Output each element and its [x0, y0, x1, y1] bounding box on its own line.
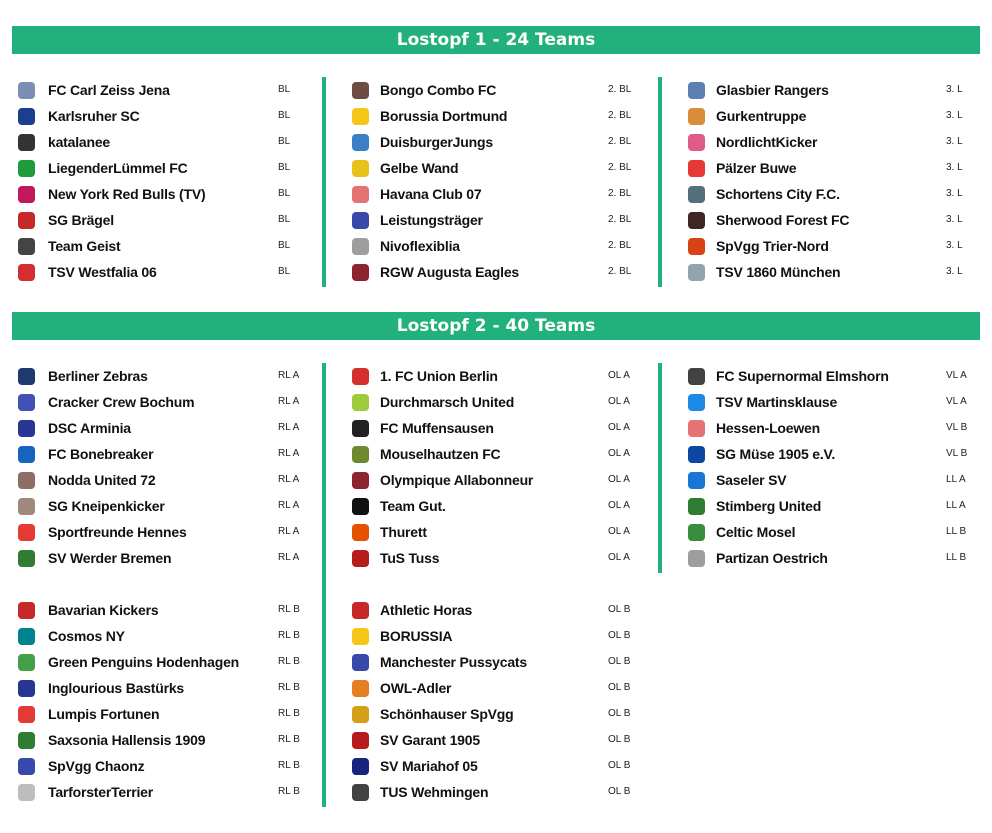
team-name: Cracker Crew Bochum: [48, 394, 195, 410]
crest-icon: [352, 680, 369, 697]
team-name: Saxsonia Hallensis 1909: [48, 732, 206, 748]
team-name: SG Müse 1905 e.V.: [716, 446, 836, 462]
team-row: [326, 237, 632, 257]
crest-icon: [688, 394, 705, 411]
team-name: Gelbe Wand: [380, 160, 459, 176]
team-row: [662, 159, 962, 179]
team-name: Thurett: [380, 524, 427, 540]
team-name: Team Geist: [48, 238, 121, 254]
team-league: BL: [278, 266, 291, 277]
team-name: TUS Wehmingen: [380, 784, 489, 800]
team-row: [326, 705, 631, 725]
team-row: [12, 107, 312, 127]
team-name: Green Penguins Hodenhagen: [48, 654, 240, 670]
team-row: [326, 549, 630, 569]
pot2-column-2: [322, 363, 631, 807]
team-name: Pälzer Buwe: [716, 160, 797, 176]
crest-icon: [18, 420, 35, 437]
team-league: BL: [278, 84, 291, 95]
crest-icon: [18, 82, 35, 99]
team-league: 2. BL: [608, 84, 632, 95]
team-league: VL A: [946, 396, 967, 407]
team-league: RL A: [278, 422, 300, 433]
team-league: 2. BL: [608, 110, 632, 121]
team-row: [326, 679, 631, 699]
team-league: BL: [278, 136, 291, 147]
pot1-column-3: [658, 77, 962, 287]
team-league: 3. L: [946, 84, 963, 95]
team-league: LL B: [946, 552, 967, 563]
team-league: 2. BL: [608, 240, 632, 251]
crest-icon: [688, 160, 705, 177]
team-name: New York Red Bulls (TV): [48, 186, 206, 202]
team-row: [326, 627, 631, 647]
crest-icon: [18, 628, 35, 645]
crest-icon: [352, 264, 369, 281]
team-row: [662, 497, 966, 517]
team-league: OL A: [608, 526, 630, 537]
crest-icon: [18, 472, 35, 489]
team-name: FC Bonebreaker: [48, 446, 154, 462]
crest-icon: [688, 264, 705, 281]
team-row: [326, 653, 631, 673]
crest-icon: [352, 524, 369, 541]
team-league: 2. BL: [608, 266, 632, 277]
team-row: [662, 263, 962, 283]
team-league: BL: [278, 162, 291, 173]
team-row: [326, 133, 632, 153]
team-league: RL A: [278, 370, 300, 381]
crest-icon: [688, 550, 705, 567]
team-row: [326, 471, 630, 491]
team-name: SpVgg Trier-Nord: [716, 238, 829, 254]
team-row: [12, 133, 312, 153]
team-league: LL A: [946, 474, 966, 485]
crest-icon: [18, 654, 35, 671]
team-league: LL A: [946, 500, 966, 511]
team-row: [662, 471, 966, 491]
team-row: [12, 237, 312, 257]
team-league: OL A: [608, 370, 630, 381]
crest-icon: [352, 784, 369, 801]
team-league: 3. L: [946, 214, 963, 225]
team-league: 3. L: [946, 136, 963, 147]
crest-icon: [352, 108, 369, 125]
team-row: [326, 523, 630, 543]
team-name: RGW Augusta Eagles: [380, 264, 520, 280]
team-league: OL B: [608, 760, 631, 771]
crest-icon: [18, 134, 35, 151]
team-league: 2. BL: [608, 162, 632, 173]
team-name: NordlichtKicker: [716, 134, 818, 150]
pot-1-header: Lostopf 1 - 24 Teams: [12, 26, 980, 54]
team-row: [662, 393, 967, 413]
team-name: TSV 1860 München: [716, 264, 841, 280]
team-name: OWL-Adler: [380, 680, 452, 696]
crest-icon: [352, 628, 369, 645]
team-name: Schönhauser SpVgg: [380, 706, 514, 722]
team-row: [326, 159, 632, 179]
crest-icon: [18, 108, 35, 125]
team-league: 3. L: [946, 110, 963, 121]
team-league: BL: [278, 110, 291, 121]
team-name: Cosmos NY: [48, 628, 125, 644]
team-name: Team Gut.: [380, 498, 446, 514]
crest-icon: [352, 472, 369, 489]
team-row: [12, 783, 312, 803]
team-league: LL B: [946, 526, 967, 537]
team-league: 2. BL: [608, 188, 632, 199]
team-name: Schortens City F.C.: [716, 186, 840, 202]
team-name: SG Kneipenkicker: [48, 498, 165, 514]
team-row: [12, 523, 312, 543]
team-name: Karlsruher SC: [48, 108, 140, 124]
team-league: BL: [278, 188, 291, 199]
team-name: Lumpis Fortunen: [48, 706, 160, 722]
team-league: OL A: [608, 448, 630, 459]
team-row: [12, 757, 312, 777]
team-row: [12, 159, 312, 179]
team-row: [662, 185, 962, 205]
crest-icon: [18, 160, 35, 177]
team-name: Partizan Oestrich: [716, 550, 828, 566]
team-name: Borussia Dortmund: [380, 108, 508, 124]
team-name: katalanee: [48, 134, 111, 150]
team-league: VL B: [946, 422, 968, 433]
team-name: FC Carl Zeiss Jena: [48, 82, 170, 98]
team-row: [662, 211, 962, 231]
crest-icon: [688, 238, 705, 255]
team-name: Celtic Mosel: [716, 524, 796, 540]
crest-icon: [18, 758, 35, 775]
crest-icon: [352, 134, 369, 151]
team-name: 1. FC Union Berlin: [380, 368, 498, 384]
team-row: [326, 81, 632, 101]
team-league: 3. L: [946, 240, 963, 251]
crest-icon: [352, 446, 369, 463]
team-row: [12, 211, 312, 231]
team-name: Leistungsträger: [380, 212, 483, 228]
team-name: Hessen-Loewen: [716, 420, 820, 436]
crest-icon: [352, 602, 369, 619]
team-row: [12, 393, 312, 413]
team-row: [662, 107, 962, 127]
team-league: VL A: [946, 370, 967, 381]
team-row: [12, 679, 312, 699]
team-name: Bavarian Kickers: [48, 602, 159, 618]
crest-icon: [352, 368, 369, 385]
team-league: RL B: [278, 760, 300, 771]
team-row: [12, 471, 312, 491]
team-row: [12, 445, 312, 465]
team-name: Athletic Horas: [380, 602, 473, 618]
crest-icon: [688, 368, 705, 385]
team-league: OL B: [608, 682, 631, 693]
team-league: RL B: [278, 656, 300, 667]
team-name: Durchmarsch United: [380, 394, 515, 410]
team-row: [326, 497, 630, 517]
team-name: Gurkentruppe: [716, 108, 807, 124]
crest-icon: [18, 394, 35, 411]
team-league: OL A: [608, 422, 630, 433]
crest-icon: [352, 212, 369, 229]
crest-icon: [18, 212, 35, 229]
team-row: [12, 263, 312, 283]
team-league: OL A: [608, 552, 630, 563]
team-league: OL A: [608, 500, 630, 511]
crest-icon: [352, 420, 369, 437]
team-league: VL B: [946, 448, 968, 459]
pot1-column-2: [322, 77, 632, 287]
team-league: 2. BL: [608, 214, 632, 225]
team-row: [662, 419, 968, 439]
team-league: 2. BL: [608, 136, 632, 147]
team-league: OL B: [608, 630, 631, 641]
team-row: [326, 445, 630, 465]
team-league: RL A: [278, 474, 300, 485]
pot-2-header: Lostopf 2 - 40 Teams: [12, 312, 980, 340]
crest-icon: [18, 264, 35, 281]
team-row: [12, 497, 312, 517]
crest-icon: [352, 394, 369, 411]
crest-icon: [18, 186, 35, 203]
team-name: FC Muffensausen: [380, 420, 494, 436]
team-row: [326, 107, 632, 127]
team-row: [12, 185, 312, 205]
crest-icon: [352, 758, 369, 775]
team-league: OL B: [608, 604, 631, 615]
team-league: OL B: [608, 786, 631, 797]
team-name: SV Werder Bremen: [48, 550, 172, 566]
team-name: DSC Arminia: [48, 420, 131, 436]
team-row: [12, 731, 312, 751]
crest-icon: [352, 732, 369, 749]
team-name: BORUSSIA: [380, 628, 453, 644]
team-league: 3. L: [946, 162, 963, 173]
crest-icon: [18, 368, 35, 385]
team-row: [326, 263, 632, 283]
crest-icon: [688, 498, 705, 515]
team-row: [12, 601, 312, 621]
team-row: [12, 419, 312, 439]
team-row: [326, 211, 632, 231]
team-name: Inglourious Bastürks: [48, 680, 185, 696]
crest-icon: [18, 732, 35, 749]
team-row: [662, 445, 968, 465]
pot2-column-1: [12, 363, 312, 807]
team-name: Nivoflexiblia: [380, 238, 460, 254]
pot2-column-3: [658, 363, 968, 573]
team-name: Bongo Combo FC: [380, 82, 497, 98]
team-row: [12, 549, 312, 569]
crest-icon: [688, 524, 705, 541]
team-name: Olympique Allabonneur: [380, 472, 534, 488]
crest-icon: [352, 654, 369, 671]
team-name: SG Brägel: [48, 212, 114, 228]
team-name: Stimberg United: [716, 498, 822, 514]
team-league: OL A: [608, 396, 630, 407]
team-name: SV Mariahof 05: [380, 758, 478, 774]
team-name: Nodda United 72: [48, 472, 156, 488]
crest-icon: [18, 680, 35, 697]
team-row: [662, 237, 962, 257]
team-league: RL A: [278, 526, 300, 537]
crest-icon: [352, 82, 369, 99]
team-league: BL: [278, 214, 291, 225]
team-name: Glasbier Rangers: [716, 82, 829, 98]
team-name: Saseler SV: [716, 472, 787, 488]
team-name: LiegenderLümmel FC: [48, 160, 188, 176]
crest-icon: [688, 420, 705, 437]
team-name: TuS Tuss: [380, 550, 440, 566]
crest-icon: [352, 238, 369, 255]
team-name: FC Supernormal Elmshorn: [716, 368, 889, 384]
team-league: OL A: [608, 474, 630, 485]
team-league: OL B: [608, 708, 631, 719]
team-row: [12, 81, 312, 101]
crest-icon: [352, 186, 369, 203]
team-name: TSV Westfalia 06: [48, 264, 157, 280]
team-row: [326, 731, 631, 751]
team-league: RL B: [278, 630, 300, 641]
team-row: [326, 367, 630, 387]
team-league: RL B: [278, 682, 300, 693]
team-league: BL: [278, 240, 291, 251]
team-name: Sherwood Forest FC: [716, 212, 850, 228]
team-league: RL A: [278, 552, 300, 563]
crest-icon: [352, 706, 369, 723]
crest-icon: [18, 524, 35, 541]
crest-icon: [18, 550, 35, 567]
team-name: SV Garant 1905: [380, 732, 480, 748]
crest-icon: [688, 212, 705, 229]
team-name: Mouselhautzen FC: [380, 446, 501, 462]
team-league: RL B: [278, 786, 300, 797]
team-name: TSV Martinsklause: [716, 394, 838, 410]
team-row: [326, 185, 632, 205]
team-name: TarforsterTerrier: [48, 784, 154, 800]
team-name: Manchester Pussycats: [380, 654, 527, 670]
team-league: 3. L: [946, 266, 963, 277]
crest-icon: [18, 602, 35, 619]
team-league: RL B: [278, 708, 300, 719]
pot1-column-1: [12, 77, 312, 287]
team-row: [662, 523, 967, 543]
crest-icon: [352, 498, 369, 515]
team-league: RL A: [278, 396, 300, 407]
crest-icon: [352, 160, 369, 177]
team-row: [662, 81, 962, 101]
crest-icon: [688, 472, 705, 489]
team-row: [662, 549, 967, 569]
team-row: [326, 419, 630, 439]
team-row: [326, 757, 631, 777]
team-row: [326, 783, 631, 803]
team-league: OL B: [608, 656, 631, 667]
team-row: [12, 653, 312, 673]
crest-icon: [352, 550, 369, 567]
crest-icon: [688, 186, 705, 203]
crest-icon: [688, 446, 705, 463]
team-name: DuisburgerJungs: [380, 134, 493, 150]
team-name: Berliner Zebras: [48, 368, 148, 384]
team-name: Havana Club 07: [380, 186, 482, 202]
team-row: [662, 133, 962, 153]
crest-icon: [18, 446, 35, 463]
crest-icon: [688, 82, 705, 99]
team-row: [12, 367, 312, 387]
team-league: RL B: [278, 734, 300, 745]
team-league: RL B: [278, 604, 300, 615]
team-row: [12, 627, 312, 647]
team-name: Sportfreunde Hennes: [48, 524, 187, 540]
team-row: [326, 393, 630, 413]
team-league: RL A: [278, 500, 300, 511]
team-row: [326, 601, 631, 621]
team-league: RL A: [278, 448, 300, 459]
crest-icon: [18, 784, 35, 801]
team-league: 3. L: [946, 188, 963, 199]
crest-icon: [18, 706, 35, 723]
crest-icon: [688, 108, 705, 125]
team-row: [662, 367, 967, 387]
crest-icon: [688, 134, 705, 151]
crest-icon: [18, 498, 35, 515]
team-name: SpVgg Chaonz: [48, 758, 145, 774]
team-row: [12, 705, 312, 725]
team-league: OL B: [608, 734, 631, 745]
crest-icon: [18, 238, 35, 255]
